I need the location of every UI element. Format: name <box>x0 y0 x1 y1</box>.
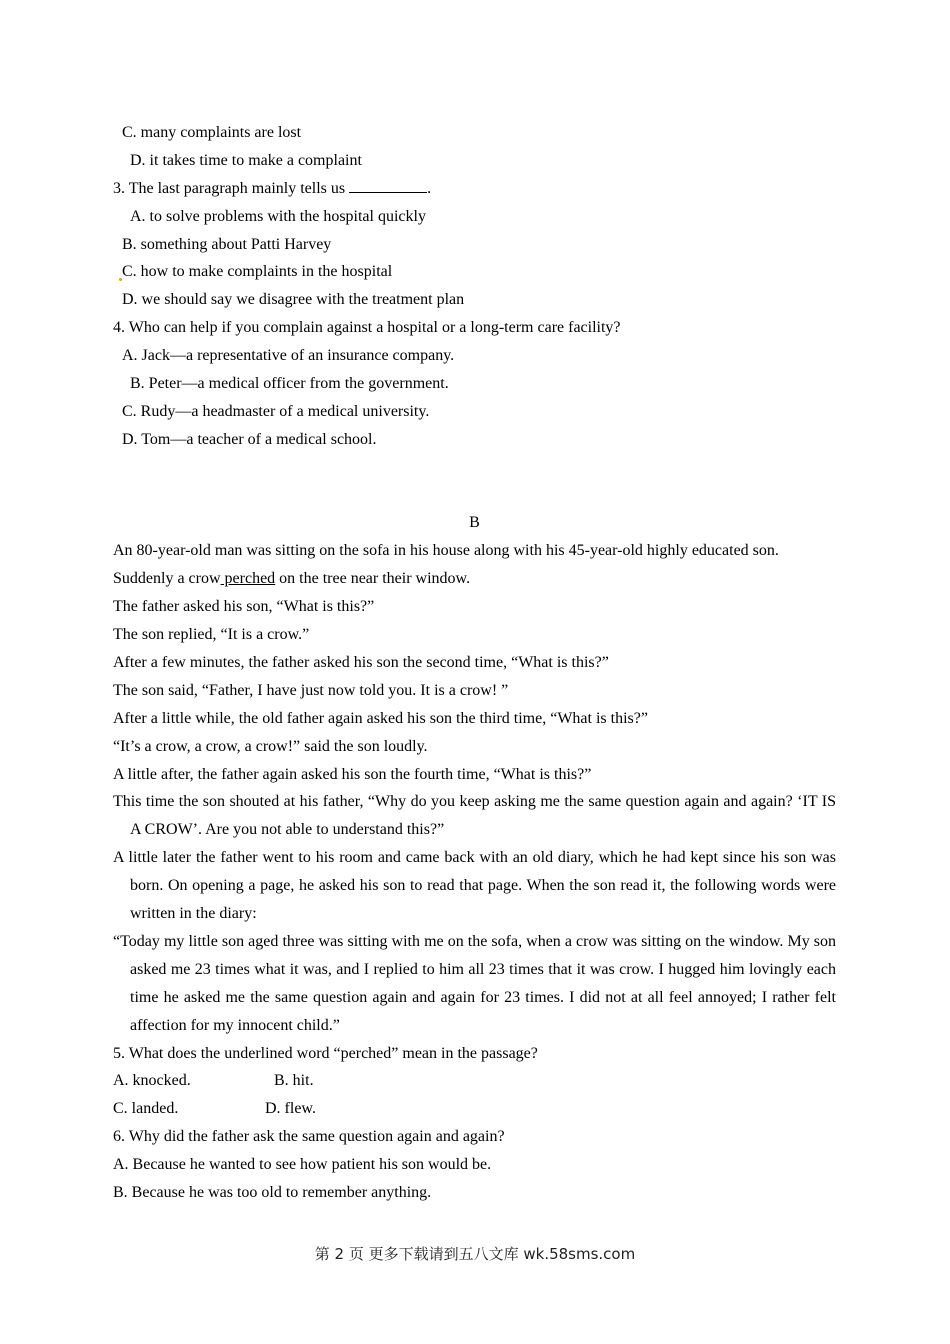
q6-option-a: A. Because he wanted to see how patient his son would be. <box>113 1156 492 1174</box>
passage-line-7: After a little while, the old father again asked his son the third time, “What is this?” <box>113 709 648 727</box>
passage-paragraph-2: A little later the father went to his room and came back with an old diary, which he had kept since his son was born. On opening a page, he asked his son to read that page. When the son read it, the following words were written in the diary: <box>113 849 836 923</box>
q4-option-c: C. Rudy—a headmaster of a medical university. <box>122 402 430 420</box>
passage-line-2 <box>113 565 836 593</box>
passage-line-6: The son said, “Father, I have just now told you. It is a crow! ” <box>113 681 509 699</box>
q6-stem: 6. Why did the father ask the same question again and again? <box>113 1128 505 1146</box>
page-footer: 第 2 页 更多下载请到五八文库 wk.58sms.com <box>314 1245 636 1263</box>
page-content <box>113 119 836 1207</box>
passage-line-2-end: on the tree near their window. <box>275 570 471 588</box>
q3-stem-text: 3. The last paragraph mainly tells us <box>113 179 350 197</box>
q5-stem: 5. What does the underlined word “perched” mean in the passage? <box>113 1044 538 1062</box>
underlined-word: perched <box>220 570 276 588</box>
q3-option-d: D. we should say we disagree with the treatment plan <box>122 291 465 309</box>
q3-stem-end: . <box>427 179 432 197</box>
q4-option-d: D. Tom—a teacher of a medical school. <box>122 430 377 448</box>
q3-option-a: A. to solve problems with the hospital quickly <box>130 207 426 225</box>
passage-line-5: After a few minutes, the father asked his son the second time, “What is this?” <box>113 653 609 671</box>
passage-line-1: An 80-year-old man was sitting on the sofa in his house along with his 45-year-old highly educated son. <box>113 542 779 560</box>
passage-paragraph-1: This time the son shouted at his father, “Why do you keep asking me the same question again and again? ‘IT IS A CROW’. Are you not able to understand this?” <box>113 793 836 839</box>
q2-option-c: C. many complaints are lost <box>122 124 302 141</box>
q5-options-row-2 <box>113 1095 836 1123</box>
q5-option-b: B. hit. <box>274 1072 314 1090</box>
q3-option-b: B. something about Patti Harvey <box>122 235 332 253</box>
q5-option-c: C. landed. <box>113 1100 179 1118</box>
passage-line-9: A little after, the father again asked his son the fourth time, “What is this?” <box>113 765 592 783</box>
q2-option-d: D. it takes time to make a complaint <box>130 151 362 169</box>
q3-option-c-text: C. how to make complaints in the hospital <box>122 263 393 281</box>
q3-stem <box>113 175 836 203</box>
q4-option-b: B. Peter—a medical officer from the government. <box>130 375 449 393</box>
spacer <box>113 454 836 510</box>
answer-blank <box>349 178 427 193</box>
passage-line-4: The son replied, “It is a crow.” <box>113 626 310 644</box>
passage-line-2-start: Suddenly a crow <box>113 570 221 588</box>
passage-line-3: The father asked his son, “What is this?” <box>113 598 375 616</box>
q5-options-row-1 <box>113 1067 836 1095</box>
passage-paragraph-3: “Today my little son aged three was sitting with me on the sofa, when a crow was sitting on the window. My son asked me 23 times what it was, and I replied to him all 23 times that it was crow. I hugged him lovingly each time he asked me the same question again and again for 23 times. I did not at all feel annoyed; I rather felt affection for my innocent child.” <box>113 932 836 1034</box>
section-title: B <box>469 514 480 532</box>
q4-stem: 4. Who can help if you complain against a hospital or a long-term care facility? <box>113 319 621 337</box>
q3-option-c <box>113 258 836 286</box>
q5-option-d: D. flew. <box>265 1100 316 1118</box>
q4-option-a: A. Jack—a representative of an insurance company. <box>122 347 455 365</box>
q6-option-b: B. Because he was too old to remember anything. <box>113 1184 432 1201</box>
q5-option-a: A. knocked. <box>113 1072 191 1090</box>
passage-line-8: “It’s a crow, a crow, a crow!” said the son loudly. <box>113 737 428 755</box>
